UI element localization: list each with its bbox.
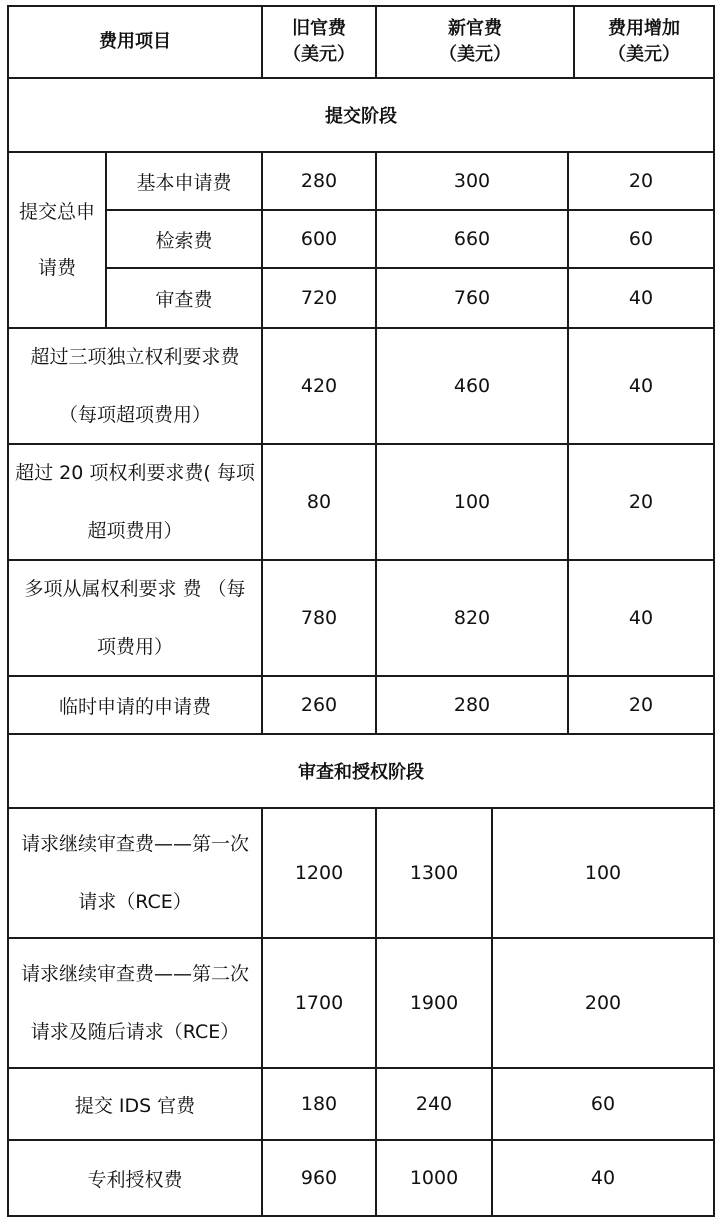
old-fee-value: 80 (306, 491, 332, 513)
total-filing-label: 提交总申 请费 (18, 201, 95, 279)
grid-line (713, 5, 715, 1217)
grid-line (567, 151, 569, 735)
increase-value: 20 (628, 694, 654, 716)
increase-value: 40 (628, 375, 654, 397)
old-fee-value: 720 (300, 287, 338, 309)
grid-line (7, 443, 715, 445)
fee-name: 检索费 (155, 229, 213, 252)
old-fee-value: 960 (300, 1167, 338, 1189)
new-fee-value: 100 (453, 491, 491, 513)
grid-line (7, 675, 715, 677)
increase-value: 60 (590, 1093, 616, 1115)
header-old-fee: 旧官费 （美元） (283, 18, 355, 65)
old-fee-value: 600 (300, 228, 338, 250)
old-fee-value: 1700 (294, 992, 344, 1014)
old-fee-value: 1200 (294, 862, 344, 884)
fee-name: 提交 IDS 官费 (74, 1094, 196, 1117)
header-item: 费用项目 (99, 31, 171, 52)
increase-value: 20 (628, 491, 654, 513)
new-fee-value: 820 (453, 607, 491, 629)
increase-value: 40 (628, 287, 654, 309)
fee-name: 请求继续审查费——第一次 请求（RCE） (20, 833, 249, 913)
grid-line (7, 559, 715, 561)
grid-line (7, 807, 715, 809)
grid-line (7, 1067, 715, 1069)
old-fee-value: 180 (300, 1093, 338, 1115)
grid-line (7, 1139, 715, 1141)
grid-line (7, 733, 715, 735)
grid-line (375, 807, 377, 1217)
increase-value: 100 (584, 862, 622, 884)
grid-line (375, 151, 377, 735)
fee-name: 请求继续审查费——第二次 请求及随后请求（RCE） (20, 963, 249, 1043)
grid-line (7, 327, 715, 329)
new-fee-value: 240 (415, 1093, 453, 1115)
new-fee-value: 1000 (409, 1167, 459, 1189)
fee-name: 多项从属权利要求 费 （每 项费用） (24, 578, 246, 658)
new-fee-value: 300 (453, 170, 491, 192)
old-fee-value: 260 (300, 694, 338, 716)
increase-value: 40 (590, 1167, 616, 1189)
grid-line (491, 807, 493, 1217)
new-fee-value: 460 (453, 375, 491, 397)
fee-name: 专利授权费 (87, 1168, 183, 1191)
new-fee-value: 1900 (409, 992, 459, 1014)
grid-line (7, 1215, 715, 1217)
grid-line (7, 77, 715, 79)
increase-value: 40 (628, 607, 654, 629)
grid-line (105, 151, 107, 329)
old-fee-value: 780 (300, 607, 338, 629)
increase-value: 20 (628, 170, 654, 192)
fee-name: 基本申请费 (136, 171, 232, 194)
grid-line (7, 5, 715, 7)
header-new-fee: 新官费 （美元） (439, 18, 511, 65)
grid-line (261, 807, 263, 1217)
fee-name: 临时申请的申请费 (58, 695, 211, 718)
grid-line (106, 209, 715, 211)
grid-line (261, 5, 263, 79)
new-fee-value: 1300 (409, 862, 459, 884)
new-fee-value: 280 (453, 694, 491, 716)
fee-name: 审查费 (155, 288, 213, 311)
grid-line (7, 151, 715, 153)
increase-value: 200 (584, 992, 622, 1014)
increase-value: 60 (628, 228, 654, 250)
old-fee-value: 280 (300, 170, 338, 192)
fee-name: 超过三项独立权利要求费 （每项超项费用） (30, 346, 240, 426)
grid-line (7, 5, 9, 1217)
header-increase: 费用增加 （美元） (608, 18, 680, 65)
section-exam-title: 审查和授权阶段 (298, 762, 424, 783)
new-fee-value: 760 (453, 287, 491, 309)
grid-line (261, 151, 263, 735)
old-fee-value: 420 (300, 375, 338, 397)
section-filing-title: 提交阶段 (325, 106, 397, 127)
new-fee-value: 660 (453, 228, 491, 250)
grid-line (375, 5, 377, 79)
grid-line (7, 937, 715, 939)
grid-line (573, 5, 575, 79)
fee-name: 超过 20 项权利要求费( 每项 超项费用） (15, 462, 255, 542)
grid-line (106, 267, 715, 269)
